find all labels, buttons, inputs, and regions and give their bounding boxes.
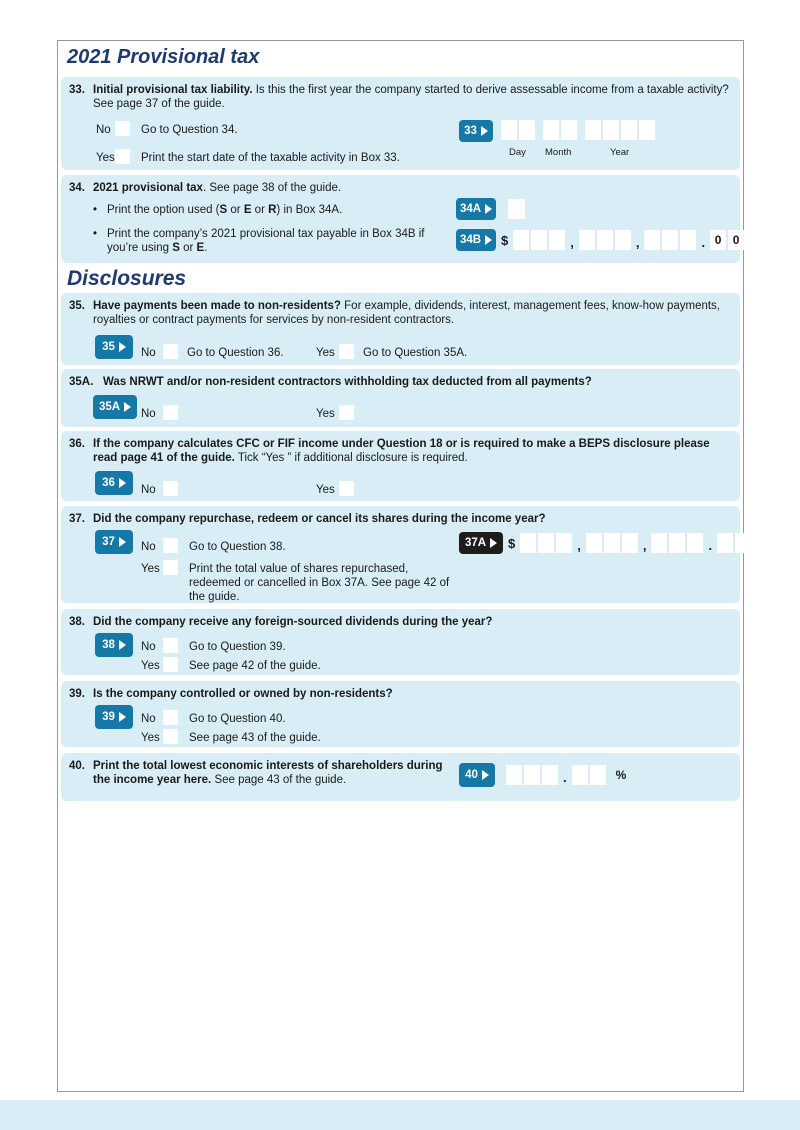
q37-yes-action: Print the total value of shares repurchased, redeemed or cancelled in Box 37A. See page 42 of the guide. <box>189 563 450 603</box>
q37a-amount-boxes <box>508 533 753 553</box>
q36-box-tag <box>95 471 133 495</box>
q37-question <box>69 512 731 526</box>
q33-tag-label: 33 <box>464 125 477 137</box>
comma-separator: , <box>577 538 581 553</box>
percent-box[interactable] <box>506 765 522 785</box>
text-segment: Was NRWT and/or non-resident contractors withholding tax deducted from all payments? <box>103 376 592 388</box>
q35-yes-label: Yes <box>316 347 335 359</box>
amount-box[interactable] <box>549 230 565 250</box>
q37a-box-tag <box>459 532 503 554</box>
year-box[interactable] <box>639 120 655 140</box>
q38-yes-action: See page 42 of the guide. <box>189 660 321 672</box>
text-segment: S <box>172 242 180 254</box>
amount-box[interactable] <box>651 533 667 553</box>
q33-yes-checkbox[interactable] <box>115 149 130 164</box>
amount-box[interactable] <box>622 533 638 553</box>
q39-no-action: Go to Question 40. <box>189 713 286 725</box>
year-box[interactable] <box>603 120 619 140</box>
year-label: Year <box>610 147 630 158</box>
q33-no-label: No <box>96 124 111 136</box>
q39-no-label: No <box>141 713 156 725</box>
amount-box[interactable] <box>687 533 703 553</box>
q35-question <box>69 299 731 327</box>
amount-box[interactable] <box>604 533 620 553</box>
text-segment: Did the company repurchase, redeem or cancel its shares during the income year? <box>93 513 546 525</box>
arrow-right-icon <box>485 235 492 245</box>
q40-number: 40. <box>69 760 85 772</box>
q39-yes-action: See page 43 of the guide. <box>189 732 321 744</box>
q34a-tag-label: 34A <box>459 203 482 215</box>
q36-yes-checkbox[interactable] <box>339 481 354 496</box>
amount-box[interactable] <box>669 533 685 553</box>
q35a-question-text <box>103 375 592 389</box>
cents-box: 0 <box>728 230 744 250</box>
month-label: Month <box>545 147 572 158</box>
q40-question <box>69 759 451 787</box>
percent-box[interactable] <box>590 765 606 785</box>
q35a-box-tag <box>93 395 137 419</box>
q35a-no-checkbox[interactable] <box>163 405 178 420</box>
q39-number: 39. <box>69 688 85 700</box>
q39-section <box>61 681 740 747</box>
year-box[interactable] <box>585 120 601 140</box>
q37-no-action: Go to Question 38. <box>189 541 286 553</box>
q34b-box-tag <box>456 229 496 251</box>
text-segment: S <box>219 204 228 216</box>
q36-question <box>69 437 731 465</box>
text-segment: R <box>268 204 277 216</box>
q39-question-text <box>93 687 393 701</box>
comma-separator: , <box>642 538 647 553</box>
comma-separator: , <box>635 235 640 250</box>
q35-yes-action: Go to Question 35A. <box>363 347 468 359</box>
bullet-icon: • <box>93 228 98 240</box>
arrow-right-icon <box>490 538 497 548</box>
text-segment: 2021 provisional tax <box>93 182 203 194</box>
q37-yes-label: Yes <box>141 563 160 575</box>
text-segment: . <box>204 242 208 254</box>
q37-yes-checkbox[interactable] <box>163 560 178 575</box>
q40-percent-boxes <box>506 765 626 785</box>
cents-box[interactable] <box>717 533 733 553</box>
q33-no-action: Go to Question 34. <box>141 124 238 136</box>
q34b-tag-label: 34B <box>459 234 482 246</box>
q35a-yes-checkbox[interactable] <box>339 405 354 420</box>
q34-question <box>69 181 709 195</box>
amount-box[interactable] <box>644 230 660 250</box>
q35a-number: 35A. <box>69 376 94 388</box>
q37-box-tag <box>95 530 133 554</box>
q40-tag-label: 40 <box>465 769 478 781</box>
arrow-right-icon <box>119 342 126 352</box>
q34-number: 34. <box>69 182 85 194</box>
q38-section <box>61 609 740 675</box>
text-segment: If the company calculates CFC or FIF income under Question 18 or is required to make a BEPS disclosure please read page 41 of the guide. <box>93 438 710 464</box>
amount-box[interactable] <box>680 230 696 250</box>
percent-box[interactable] <box>524 765 540 785</box>
text-segment: Have payments been made to non-residents? <box>93 300 341 312</box>
text-segment: See page 43 of the guide. <box>211 774 347 786</box>
q33-box-tag <box>459 120 493 142</box>
q35a-no-label: No <box>141 408 156 420</box>
text-segment: or <box>251 204 269 216</box>
q36-no-checkbox[interactable] <box>163 481 178 496</box>
q35a-section <box>61 369 740 427</box>
q39-box-tag <box>95 705 133 729</box>
next-page-edge <box>0 1100 800 1130</box>
q39-tag-label: 39 <box>102 711 115 723</box>
q33-yes-label: Yes <box>96 152 115 164</box>
q35a-question <box>69 375 731 389</box>
q35-no-checkbox[interactable] <box>163 344 178 359</box>
q38-no-label: No <box>141 641 156 653</box>
q38-box-tag <box>95 633 133 657</box>
q37-tag-label: 37 <box>102 536 115 548</box>
q38-no-action: Go to Question 39. <box>189 641 286 653</box>
arrow-right-icon <box>482 770 489 780</box>
cents-box: 0 <box>710 230 726 250</box>
q36-number: 36. <box>69 438 85 450</box>
amount-box[interactable] <box>597 230 613 250</box>
q40-question-text <box>93 759 451 787</box>
amount-box[interactable] <box>662 230 678 250</box>
decimal-point: . <box>563 770 567 785</box>
amount-box[interactable] <box>556 533 572 553</box>
q39-yes-checkbox[interactable] <box>163 729 178 744</box>
q34a-option-box[interactable] <box>508 199 525 219</box>
text-segment: Tick “Yes ” if additional disclosure is required. <box>234 452 468 464</box>
q40-box-tag <box>459 763 495 787</box>
text-segment: ) in Box 34A. <box>276 204 343 216</box>
q34-question-text <box>93 181 341 195</box>
bullet-icon: • <box>93 204 98 216</box>
arrow-right-icon <box>119 712 126 722</box>
percent-box[interactable] <box>542 765 558 785</box>
q37-question-text <box>93 512 546 526</box>
q33-no-checkbox[interactable] <box>115 121 130 136</box>
q37a-tag-label: 37A <box>464 537 487 549</box>
q36-section <box>61 431 740 501</box>
q34-section <box>61 175 740 263</box>
day-box[interactable] <box>501 120 517 140</box>
amount-box[interactable] <box>520 533 536 553</box>
q34-bullet-1 <box>93 203 433 217</box>
text-segment: E <box>196 242 205 254</box>
comma-separator: , <box>570 235 574 250</box>
q38-yes-checkbox[interactable] <box>163 657 178 672</box>
amount-box[interactable] <box>615 230 631 250</box>
text-segment: Print the total lowest economic interests of shareholders during the income year here. <box>93 760 443 786</box>
decimal-point: . <box>708 538 713 553</box>
year-box[interactable] <box>621 120 637 140</box>
q37-no-label: No <box>141 541 156 553</box>
q33-section <box>61 77 740 170</box>
q35-box-tag <box>95 335 133 359</box>
arrow-right-icon <box>119 640 126 650</box>
q36-yes-label: Yes <box>316 484 335 496</box>
q39-yes-label: Yes <box>141 732 160 744</box>
arrow-right-icon <box>485 204 492 214</box>
q37-number: 37. <box>69 513 85 525</box>
q38-yes-label: Yes <box>141 660 160 672</box>
q35-no-label: No <box>141 347 156 359</box>
text-segment: E <box>243 204 252 216</box>
text-segment: Print the company’s 2021 provisional tax payable in Box 34B if you’re using <box>107 228 425 254</box>
arrow-right-icon <box>119 537 126 547</box>
q34-bullet2-text <box>107 227 439 255</box>
text-segment: Is the company controlled or owned by non-residents? <box>93 688 393 700</box>
q34-bullet-2 <box>93 227 439 255</box>
amount-box[interactable] <box>538 533 554 553</box>
q36-tag-label: 36 <box>102 477 115 489</box>
q35-section <box>61 293 740 365</box>
q35-tag-label: 35 <box>102 341 115 353</box>
q38-number: 38. <box>69 616 85 628</box>
q33-yes-action: Print the start date of the taxable activity in Box 33. <box>141 152 400 164</box>
percent-sign: % <box>615 768 627 782</box>
amount-box[interactable] <box>531 230 547 250</box>
day-box[interactable] <box>519 120 535 140</box>
q35-question-text <box>93 299 731 327</box>
q38-tag-label: 38 <box>102 639 115 651</box>
text-segment: Initial provisional tax liability. <box>93 84 253 96</box>
q38-question <box>69 615 731 629</box>
arrow-right-icon <box>124 402 131 412</box>
q34a-box-tag <box>456 198 496 220</box>
q38-question-text <box>93 615 492 629</box>
q35-no-action: Go to Question 36. <box>187 347 284 359</box>
q36-no-label: No <box>141 484 156 496</box>
q35a-yes-label: Yes <box>316 408 335 420</box>
text-segment: For example, dividends, interest, management fees, know-how payments, royalties or contract payments for services by non-resident contractors. <box>93 300 720 326</box>
q39-question <box>69 687 731 701</box>
q33-number: 33. <box>69 84 85 96</box>
q39-no-checkbox[interactable] <box>163 710 178 725</box>
q36-question-text <box>93 437 731 465</box>
disclosures-title: Disclosures <box>67 267 187 290</box>
dollar-sign: $ <box>508 536 516 551</box>
q35a-tag-label: 35A <box>98 401 121 413</box>
q33-question <box>69 83 731 111</box>
q35-yes-checkbox[interactable] <box>339 344 354 359</box>
arrow-right-icon <box>481 126 488 136</box>
amount-box[interactable] <box>586 533 602 553</box>
text-segment: Is this the first year the company started to derive assessable income from a taxable activity? See page 37 of the guide. <box>93 84 729 110</box>
q34-bullet1-text <box>107 203 342 217</box>
q40-section <box>61 753 740 801</box>
q38-no-checkbox[interactable] <box>163 638 178 653</box>
text-segment: or <box>179 242 197 254</box>
q34b-amount-boxes <box>501 230 746 250</box>
q33-question-text <box>93 83 731 111</box>
day-label: Day <box>509 147 526 158</box>
form-page <box>57 40 744 1092</box>
q37-no-checkbox[interactable] <box>163 538 178 553</box>
month-box[interactable] <box>561 120 577 140</box>
month-box[interactable] <box>543 120 559 140</box>
dollar-sign: $ <box>501 233 509 248</box>
cents-box[interactable] <box>735 533 751 553</box>
percent-box[interactable] <box>572 765 588 785</box>
q37-section <box>61 506 740 603</box>
arrow-right-icon <box>119 478 126 488</box>
decimal-point: . <box>701 235 706 250</box>
text-segment: Print the option used ( <box>107 204 220 216</box>
q33-date-boxes <box>501 120 657 140</box>
amount-box[interactable] <box>579 230 595 250</box>
text-segment: . See page 38 of the guide. <box>202 182 342 194</box>
text-segment: Did the company receive any foreign-sourced dividends during the year? <box>93 616 493 628</box>
text-segment: or <box>227 204 244 216</box>
page-title: 2021 Provisional tax <box>67 46 260 68</box>
q35-number: 35. <box>69 300 85 312</box>
amount-box[interactable] <box>513 230 529 250</box>
